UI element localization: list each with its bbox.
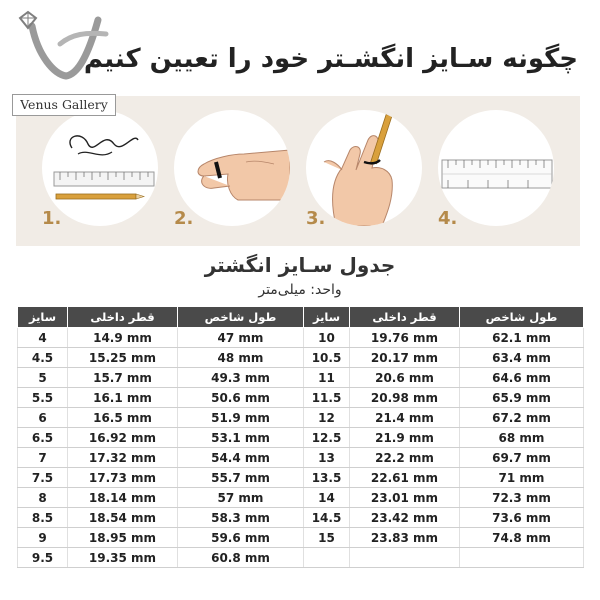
header-inner-diameter-right: قطر داخلی [68,307,178,328]
cell-circumference: 55.7 mm [178,468,304,488]
header-circumference-right: طول شاخص [178,307,304,328]
cell-inner-diameter: 20.6 mm [350,368,460,388]
cell-size: 8.5 [18,508,68,528]
cell-size: 12.5 [304,428,350,448]
table-row [18,528,584,548]
cell-inner-diameter: 18.54 mm [68,508,178,528]
cell-circumference: 60.8 mm [178,548,304,568]
cell-inner-diameter: 14.9 mm [68,328,178,348]
table-row [18,328,584,348]
cell-circumference: 67.2 mm [460,408,584,428]
table-title: جدول سـایز انگشتر [204,253,396,277]
table-row [18,488,584,508]
cell-size: 8 [18,488,68,508]
cell-circumference: 53.1 mm [178,428,304,448]
table-row [18,448,584,468]
cell-inner-diameter: 19.35 mm [68,548,178,568]
cell-size: 13.5 [304,468,350,488]
table-row [18,428,584,448]
cell-circumference: 57 mm [178,488,304,508]
cell-circumference: 51.9 mm [178,408,304,428]
cell-size: 4 [18,328,68,348]
table-row [18,368,584,388]
cell-inner-diameter: 16.1 mm [68,388,178,408]
cell-circumference: 48 mm [178,348,304,368]
cell-circumference [460,548,584,568]
cell-size: 6.5 [18,428,68,448]
header-inner-diameter-left: قطر داخلی [350,307,460,328]
cell-inner-diameter: 21.9 mm [350,428,460,448]
cell-inner-diameter: 20.98 mm [350,388,460,408]
cell-inner-diameter: 23.01 mm [350,488,460,508]
cell-size: 14.5 [304,508,350,528]
cell-size: 7.5 [18,468,68,488]
cell-size: 7 [18,448,68,468]
cell-size: 14 [304,488,350,508]
table-row [18,388,584,408]
cell-circumference: 62.1 mm [460,328,584,348]
cell-size: 5 [18,368,68,388]
step-4-number: 4. [438,208,458,229]
cell-circumference: 65.9 mm [460,388,584,408]
cell-inner-diameter: 23.83 mm [350,528,460,548]
cell-size: 11.5 [304,388,350,408]
ring-size-table [17,306,584,568]
header-circumference-left: طول شاخص [460,307,584,328]
cell-size: 4.5 [18,348,68,368]
cell-inner-diameter: 20.17 mm [350,348,460,368]
cell-inner-diameter: 15.7 mm [68,368,178,388]
step-2-number: 2. [174,208,194,229]
cell-circumference: 50.6 mm [178,388,304,408]
cell-inner-diameter: 21.4 mm [350,408,460,428]
page-title: چگونه سـایز انگشـتر خود را تعیین کنیم [83,44,578,74]
cell-inner-diameter: 17.32 mm [68,448,178,468]
cell-inner-diameter: 22.61 mm [350,468,460,488]
table-row [18,508,584,528]
cell-inner-diameter: 16.5 mm [68,408,178,428]
cell-inner-diameter: 16.92 mm [68,428,178,448]
steps-band [16,96,580,246]
cell-circumference: 49.3 mm [178,368,304,388]
cell-size: 15 [304,528,350,548]
cell-circumference: 68 mm [460,428,584,448]
cell-circumference: 74.8 mm [460,528,584,548]
cell-inner-diameter: 18.95 mm [68,528,178,548]
table-row [18,468,584,488]
step-1-number: 1. [42,208,62,229]
cell-inner-diameter: 17.73 mm [68,468,178,488]
cell-size: 12 [304,408,350,428]
cell-circumference: 58.3 mm [178,508,304,528]
table-row [18,348,584,368]
cell-circumference: 59.6 mm [178,528,304,548]
cell-size: 9.5 [18,548,68,568]
cell-circumference: 54.4 mm [178,448,304,468]
unit-label: واحد: میلی‌متر [258,282,342,298]
cell-inner-diameter: 15.25 mm [68,348,178,368]
step-3-number: 3. [306,208,326,229]
cell-inner-diameter: 19.76 mm [350,328,460,348]
cell-circumference: 63.4 mm [460,348,584,368]
cell-circumference: 69.7 mm [460,448,584,468]
cell-size: 10.5 [304,348,350,368]
table-header-row [18,307,584,328]
cell-size: 13 [304,448,350,468]
table-row [18,408,584,428]
cell-size: 10 [304,328,350,348]
cell-size: 6 [18,408,68,428]
cell-size [304,548,350,568]
cell-inner-diameter: 23.42 mm [350,508,460,528]
cell-size: 9 [18,528,68,548]
cell-circumference: 64.6 mm [460,368,584,388]
cell-circumference: 71 mm [460,468,584,488]
table-body [18,328,584,568]
cell-inner-diameter: 18.14 mm [68,488,178,508]
cell-inner-diameter [350,548,460,568]
cell-size: 11 [304,368,350,388]
cell-size: 5.5 [18,388,68,408]
brand-label: Venus Gallery [12,94,116,116]
cell-circumference: 47 mm [178,328,304,348]
cell-circumference: 72.3 mm [460,488,584,508]
cell-circumference: 73.6 mm [460,508,584,528]
cell-inner-diameter: 22.2 mm [350,448,460,468]
table-row [18,548,584,568]
header-size-left: سایز [304,307,350,328]
header-size-right: سایز [18,307,68,328]
